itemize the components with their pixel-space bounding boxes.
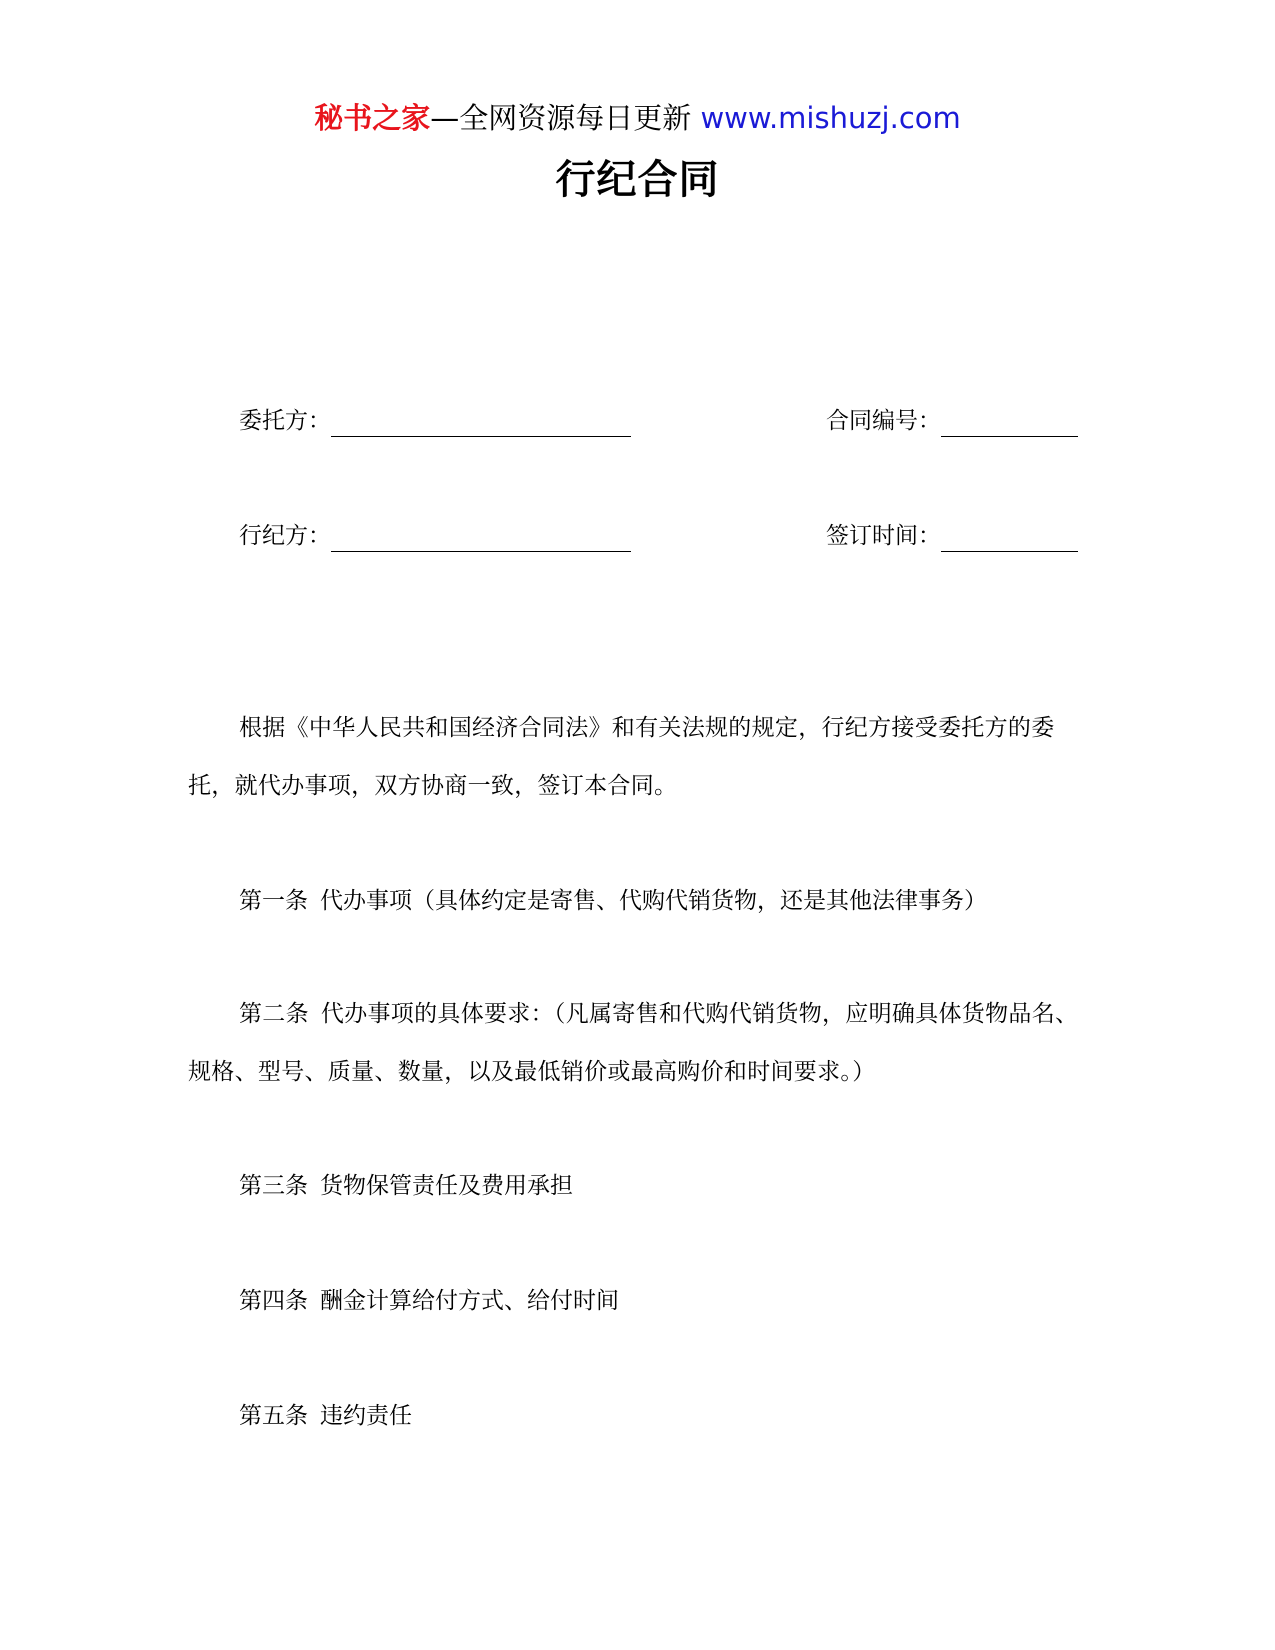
signing-date-field xyxy=(826,520,1078,552)
contract-no-label: 合同编号： xyxy=(826,408,941,434)
site-header xyxy=(0,98,1275,138)
article-3 xyxy=(239,1170,573,1202)
article-text: 货物保管责任及费用承担 xyxy=(320,1173,573,1199)
article-number: 第三条 xyxy=(239,1173,308,1199)
article-number: 第四条 xyxy=(239,1288,308,1314)
contract-no-blank xyxy=(941,410,1078,437)
commission-agent-label: 行纪方： xyxy=(239,523,331,549)
article-text: 酬金计算给付方式、给付时间 xyxy=(320,1288,619,1314)
article-text: 违约责任 xyxy=(320,1403,412,1429)
article-number: 第一条 xyxy=(239,888,308,914)
commission-agent-field xyxy=(239,520,631,552)
contract-no-field xyxy=(826,405,1078,437)
article-number: 第二条 xyxy=(239,1001,309,1027)
intro-paragraph: 根据《中华人民共和国经济合同法》和有关法规的规定，行纪方接受委托方的委托，就代办事项，双方协商一致，签订本合同。 xyxy=(188,715,1055,799)
principal-blank xyxy=(331,410,631,437)
article-1 xyxy=(239,885,987,917)
article-text: 代办事项（具体约定是寄售、代购代销货物，还是其他法律事务） xyxy=(320,888,987,914)
principal-field xyxy=(239,405,631,437)
article-number: 第五条 xyxy=(239,1403,308,1429)
signing-date-label: 签订时间： xyxy=(826,523,941,549)
article-4 xyxy=(239,1285,619,1317)
principal-label: 委托方： xyxy=(239,408,331,434)
commission-agent-blank xyxy=(331,525,631,552)
article-5 xyxy=(239,1400,412,1432)
site-brand: 秘书之家 xyxy=(314,101,431,135)
site-url-link[interactable]: www.mishuzj.com xyxy=(700,101,961,135)
document-title: 行纪合同 xyxy=(555,157,720,203)
article-text: 代办事项的具体要求：（凡属寄售和代购代销货物，应明确具体货物品名、规格、型号、质量、数量，以及最低销价或最高购价和时间要求。） xyxy=(188,1001,1079,1085)
signing-date-blank xyxy=(941,525,1078,552)
article-2 xyxy=(188,985,1088,1101)
site-slogan: —全网资源每日更新 xyxy=(430,101,692,135)
